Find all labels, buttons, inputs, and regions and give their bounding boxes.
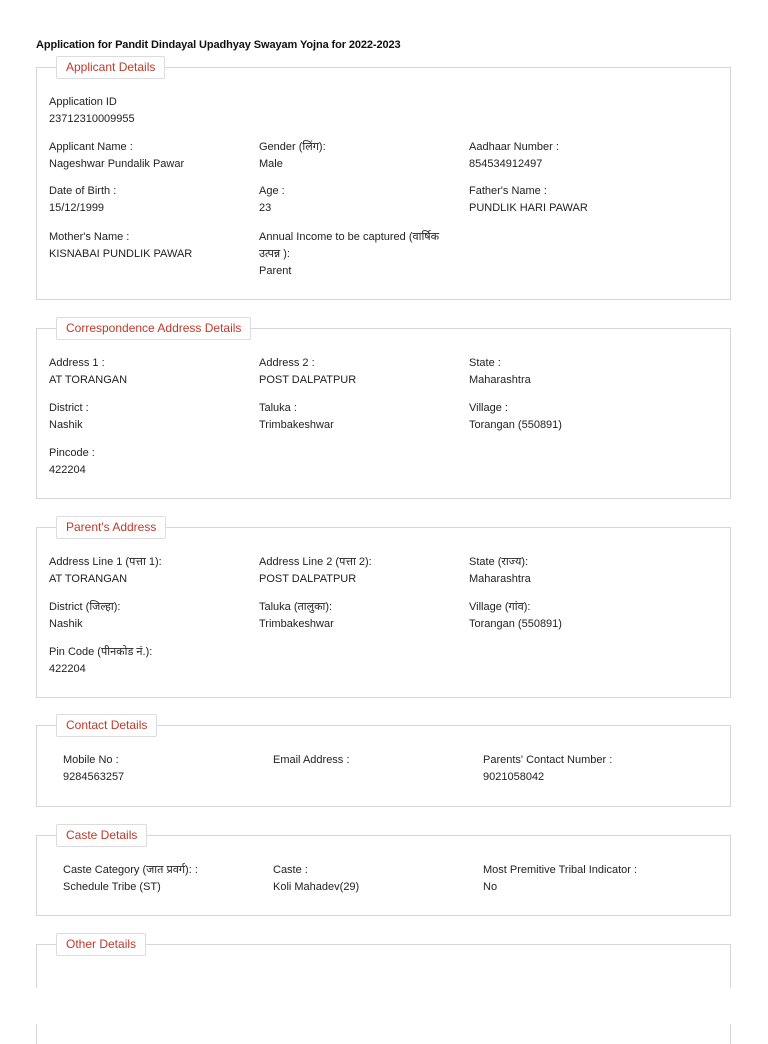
- aadhaar-label: Aadhaar Number :: [469, 141, 559, 153]
- parent-address1-field: [49, 554, 249, 588]
- parent-village-field: [469, 599, 669, 633]
- corr-address2-field: [259, 355, 459, 389]
- corr-address1-field: [49, 355, 249, 389]
- parent-state-field: [469, 554, 669, 588]
- caste-category-field: [63, 862, 263, 896]
- age-field: [259, 183, 459, 217]
- parents-contact-field: [483, 752, 683, 786]
- parents-contact-value: 9021058042: [483, 771, 545, 783]
- applicant-details-legend: Applicant Details: [56, 56, 165, 79]
- annual-income-label-line1: Annual Income to be captured (वार्षिक: [259, 231, 440, 243]
- corr-taluka-label: Taluka :: [259, 402, 297, 414]
- corr-address2-value: POST DALPATPUR: [259, 374, 357, 386]
- father-name-field: [469, 183, 669, 217]
- parent-address2-value: POST DALPATPUR: [259, 573, 357, 585]
- annual-income-field: [259, 229, 459, 280]
- contact-details-section: [36, 718, 731, 807]
- corr-state-field: [469, 355, 669, 389]
- caste-details-section: [36, 828, 731, 916]
- annual-income-value: Parent: [259, 265, 292, 277]
- corr-state-value: Maharashtra: [469, 374, 531, 386]
- aadhaar-field: [469, 139, 669, 173]
- caste-label: Caste :: [273, 864, 308, 876]
- application-id-label: Application ID: [49, 96, 117, 108]
- corr-taluka-field: [259, 400, 459, 434]
- parent-taluka-field: [259, 599, 459, 633]
- parent-taluka-value: Trimbakeshwar: [259, 618, 334, 630]
- mother-name-value: KISNABAI PUNDLIK PAWAR: [49, 248, 193, 260]
- age-label: Age :: [259, 185, 285, 197]
- corr-pincode-field: [49, 445, 249, 479]
- parent-address1-value: AT TORANGAN: [49, 573, 128, 585]
- corr-village-field: [469, 400, 669, 434]
- aadhaar-value: 854534912497: [469, 158, 543, 170]
- parent-state-value: Maharashtra: [469, 573, 531, 585]
- dob-label: Date of Birth :: [49, 185, 117, 197]
- gender-label: Gender (लिंग):: [259, 141, 326, 153]
- parent-pincode-value: 422204: [49, 663, 86, 675]
- page-title: Application for Pandit Dindayal Upadhyay Swayam Yojna for 2022-2023: [36, 39, 401, 51]
- applicant-name-value: Nageshwar Pundalik Pawar: [49, 158, 185, 170]
- tribal-indicator-label: Most Premitive Tribal Indicator :: [483, 864, 638, 876]
- corr-taluka-value: Trimbakeshwar: [259, 419, 334, 431]
- parent-district-field: [49, 599, 249, 633]
- parent-address2-field: [259, 554, 459, 588]
- caste-value: Koli Mahadev(29): [273, 881, 360, 893]
- correspondence-address-legend: Correspondence Address Details: [56, 317, 251, 340]
- corr-pincode-label: Pincode :: [49, 447, 95, 459]
- dob-field: [49, 183, 249, 217]
- corr-address1-label: Address 1 :: [49, 357, 105, 369]
- application-id-field: [49, 94, 249, 128]
- parent-address2-label: Address Line 2 (पत्ता 2):: [259, 556, 372, 568]
- corr-address1-value: AT TORANGAN: [49, 374, 128, 386]
- corr-district-value: Nashik: [49, 419, 83, 431]
- father-name-value: PUNDLIK HARI PAWAR: [469, 202, 588, 214]
- email-field: [273, 752, 473, 769]
- caste-field: [273, 862, 473, 896]
- parent-pincode-label: Pin Code (पीनकोड नं.):: [49, 646, 153, 658]
- corr-district-label: District :: [49, 402, 89, 414]
- other-details-legend: Other Details: [56, 933, 146, 956]
- parent-village-value: Torangan (550891): [469, 618, 562, 630]
- parent-address1-label: Address Line 1 (पत्ता 1):: [49, 556, 162, 568]
- email-label: Email Address :: [273, 754, 350, 766]
- correspondence-address-section: [36, 321, 731, 499]
- mother-name-label: Mother's Name :: [49, 231, 130, 243]
- age-value: 23: [259, 202, 272, 214]
- gender-value: Male: [259, 158, 283, 170]
- parent-district-value: Nashik: [49, 618, 83, 630]
- parent-village-label: Village (गांव):: [469, 601, 531, 613]
- tribal-indicator-value: No: [483, 881, 498, 893]
- gender-field: [259, 139, 459, 173]
- parent-taluka-label: Taluka (तालुका):: [259, 601, 333, 613]
- parents-contact-label: Parents' Contact Number :: [483, 754, 613, 766]
- applicant-name-field: [49, 139, 249, 173]
- parent-state-label: State (राज्य):: [469, 556, 529, 568]
- corr-address2-label: Address 2 :: [259, 357, 315, 369]
- parent-address-legend: Parent's Address: [56, 516, 166, 539]
- mobile-label: Mobile No :: [63, 754, 119, 766]
- mobile-field: [63, 752, 263, 786]
- applicant-details-section: [36, 60, 731, 300]
- annual-income-label-line2: उत्पन्न ):: [259, 248, 290, 260]
- applicant-name-label: Applicant Name :: [49, 141, 133, 153]
- contact-details-legend: Contact Details: [56, 714, 157, 737]
- dob-value: 15/12/1999: [49, 202, 105, 214]
- mother-name-field: [49, 229, 249, 263]
- parent-district-label: District (जिल्हा):: [49, 601, 121, 613]
- parent-pincode-field: [49, 644, 249, 678]
- application-id-value: 23712310009955: [49, 113, 135, 125]
- page-bottom-clip: [0, 988, 768, 1024]
- mobile-value: 9284563257: [63, 771, 125, 783]
- tribal-indicator-field: [483, 862, 683, 896]
- corr-state-label: State :: [469, 357, 501, 369]
- corr-district-field: [49, 400, 249, 434]
- caste-details-legend: Caste Details: [56, 824, 147, 847]
- father-name-label: Father's Name :: [469, 185, 547, 197]
- caste-category-value: Schedule Tribe (ST): [63, 881, 161, 893]
- parent-address-section: [36, 520, 731, 698]
- corr-pincode-value: 422204: [49, 464, 86, 476]
- corr-village-label: Village :: [469, 402, 508, 414]
- caste-category-label: Caste Category (जात प्रवर्ग): :: [63, 864, 198, 876]
- corr-village-value: Torangan (550891): [469, 419, 562, 431]
